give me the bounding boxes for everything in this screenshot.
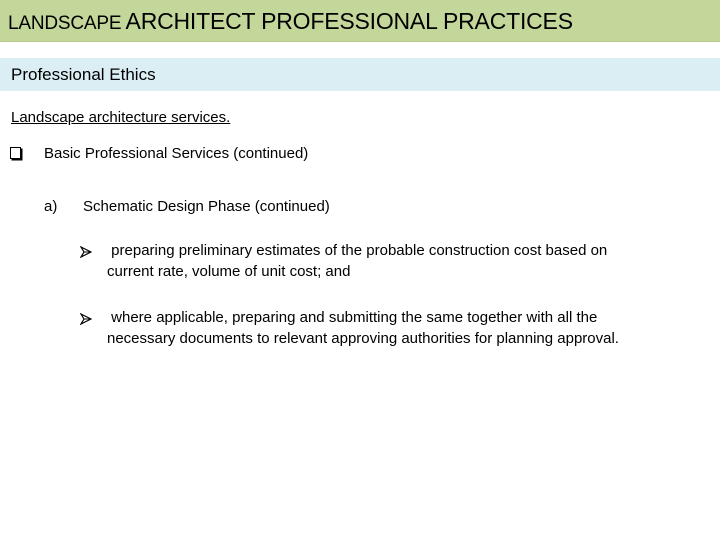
list-item-line: where applicable, preparing and submitting the same together with all the bbox=[107, 309, 598, 326]
subtitle: Professional Ethics bbox=[11, 65, 156, 84]
page-title bbox=[8, 8, 573, 35]
arrow-bullet-icon bbox=[80, 246, 92, 258]
list-item bbox=[107, 240, 707, 282]
section-heading: Landscape architecture services. bbox=[11, 109, 231, 126]
list-item bbox=[107, 307, 707, 349]
list-item-line: necessary documents to relevant approving authorities for planning approval. bbox=[107, 330, 619, 347]
list-marker: a) bbox=[44, 198, 58, 215]
list-item-line: preparing preliminary estimates of the probable construction cost based on bbox=[107, 242, 608, 259]
subtitle-bar bbox=[0, 58, 720, 91]
page-title-main: ARCHITECT PROFESSIONAL PRACTICES bbox=[125, 8, 573, 34]
hollow-square-bullet-icon bbox=[10, 147, 21, 159]
level2-item: Schematic Design Phase (continued) bbox=[83, 198, 330, 215]
arrow-bullet-icon bbox=[80, 313, 92, 325]
page-title-prefix: LANDSCAPE bbox=[8, 13, 122, 34]
level1-item: Basic Professional Services (continued) bbox=[44, 145, 309, 162]
list-item-line: current rate, volume of unit cost; and bbox=[107, 263, 351, 280]
title-bar bbox=[0, 0, 720, 42]
